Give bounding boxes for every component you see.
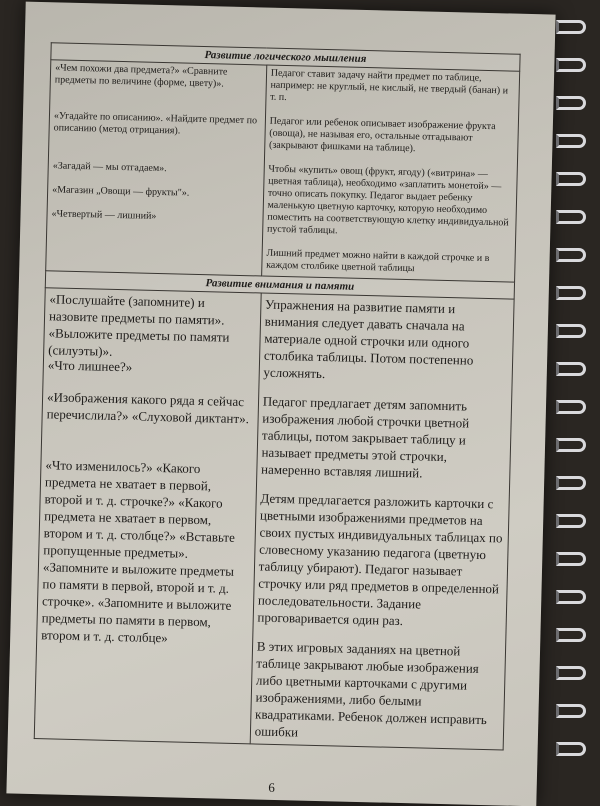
binding-ring	[556, 552, 586, 566]
instruction-text: Педагог ставит задачу найти предмет по таблице, например: не круглый, не кислый, не твердый (банан) и т. п.	[270, 67, 509, 104]
binding-ring	[556, 172, 586, 186]
book-page	[6, 2, 555, 806]
instruction-text: В этих игровых заданиях на цветной таблице закрывают любые изображения либо цветными карточками с другими изображениями, либо белыми квадратиками. Ребенок должен исправить ошибки	[254, 638, 488, 740]
binding-ring	[556, 476, 586, 490]
binding-ring	[556, 58, 586, 72]
binding-ring	[556, 324, 586, 338]
game-text: «Что лишнее?»	[47, 357, 133, 375]
game-text: «Магазин „Овощи — фрукты"».	[52, 184, 190, 199]
binding-ring	[556, 20, 586, 34]
methods-table	[34, 42, 521, 750]
binding-ring	[556, 210, 586, 224]
game-text: «Угадайте по описанию». «Найдите предмет по описанию (метод отрицания).	[53, 110, 258, 137]
game-text: «Изображения какого ряда я сейчас перечислила?» «Слуховой диктант».	[46, 389, 250, 427]
instruction-text: Чтобы «купить» овощ (фрукт, ягоду) («витрина» — цветная таблица), необходимо «заплатить монетой» — точно описать покупку. Педагог выдает ребенку маленькую цветную карточку, которую необходимо поместить на соответствующую клетку индивидуальной пустой таблицы.	[266, 163, 509, 237]
binding-ring	[556, 628, 586, 642]
binding-ring	[556, 742, 586, 756]
instruction-text: Лишний предмет можно найти в каждой строчке и в каждом столбике цветной таблицы	[265, 247, 490, 275]
spiral-binding	[550, 20, 594, 780]
table-row	[34, 288, 514, 750]
binding-ring	[556, 362, 586, 376]
binding-ring	[556, 134, 586, 148]
instructions-column	[261, 65, 519, 282]
game-text: «Послушайте (запомните) и назовите предметы по памяти». «Выложите предметы по памяти (силуэты)».	[48, 291, 230, 359]
binding-ring	[556, 248, 586, 262]
binding-ring	[556, 286, 586, 300]
table-row	[46, 60, 520, 282]
section-title-logic: Развитие логического мышления	[51, 43, 520, 71]
binding-ring	[556, 400, 586, 414]
game-text: «Чем похожи два предмета?» «Сравните предметы по величине (форме, цвету)».	[54, 62, 228, 90]
instructions-column	[250, 293, 514, 750]
binding-ring	[556, 666, 586, 680]
game-text: «Загадай — мы отгадаем».	[52, 160, 167, 175]
binding-ring	[556, 514, 586, 528]
binding-ring	[556, 704, 586, 718]
games-column	[34, 288, 261, 744]
games-column	[46, 60, 267, 276]
binding-ring	[556, 590, 586, 604]
binding-ring	[556, 96, 586, 110]
instruction-text: Упражнения на развитие памяти и внимания следует давать сначала на материале одной строчки или одного столбика таблицы. Потом постепенно усложнять.	[263, 296, 474, 382]
binding-ring	[556, 438, 586, 452]
page-number: 6	[268, 779, 276, 795]
game-text: «Четвертый — лишний»	[51, 208, 157, 222]
instruction-text: Педагог или ребенок описывает изображение фрукта (овоща), не называя его, остальные отгадывают (закрывают фишками на таблице).	[268, 115, 496, 155]
instruction-text: Педагог предлагает детям запомнить изображения любой строчки цветной таблицы, потом закрывает таблицу и называет предметы этой строчки, намеренно вставляя лишний.	[260, 393, 470, 481]
game-text: «Что изменилось?» «Какого предмета не хватает в первой, второй и т. д. строчке?» «Какого предмета не хватает в первом, втором и т. д. столбце?» «Вставьте пропущенные предметы». «Запомните и выложите предметы по памяти в первой, второй и т. д. строчке». «Запомните и выложите предметы по памяти в первом, втором и т. д. столбце»	[41, 457, 236, 646]
instruction-text: Детям предлагается разложить карточки с цветными изображениями предметов на своих пустых индивидуальных таблицах по словесному указанию педагога (цветную таблицу убирают). Педагог называет строчку или ряд предметов в определенной последовательности. Задание проговаривается один раз.	[257, 490, 503, 629]
section-title-memory: Развитие внимания и памяти	[45, 271, 514, 299]
